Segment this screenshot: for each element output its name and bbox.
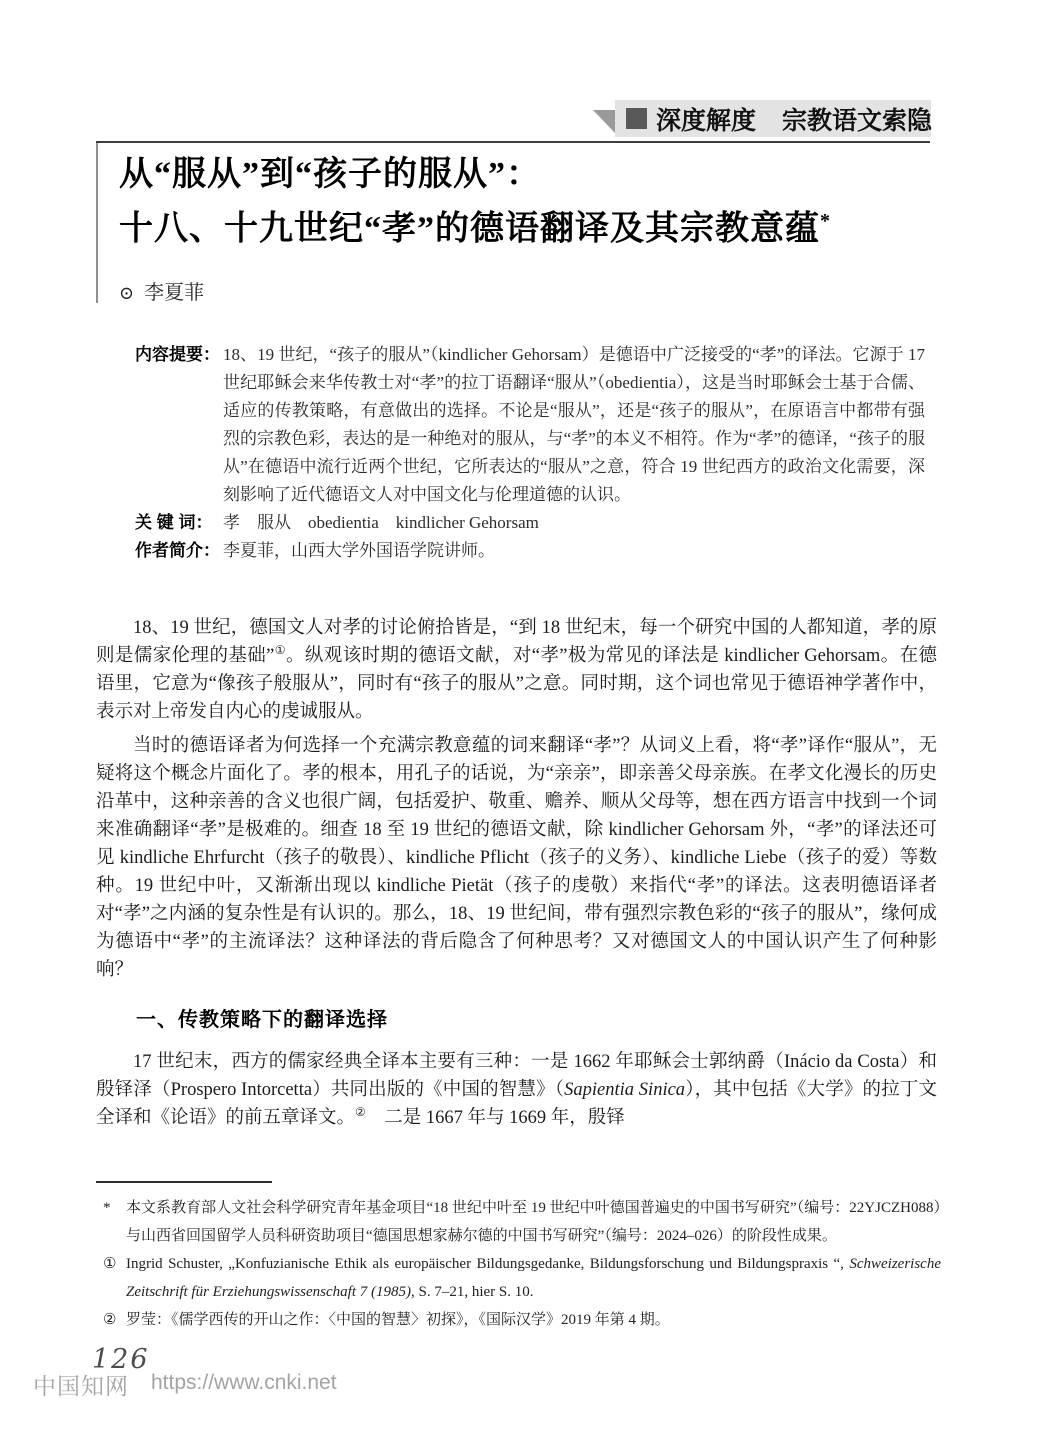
author-bio [135,537,925,565]
front-matter [135,341,925,607]
footnote-text: 本文系教育部人文社会科学研究青年基金项目“18 世纪中叶至 19 世纪中叶德国普遍史的中国书写研究”（编号：22YJCZH088）与山西省回国留学人员科研资助项目“德国思想家赫尔德的中国书写研究”（编号：2024–026）的阶段性成果。 [126,1200,941,1244]
p1-text-a: 18、19 世纪，德国文人对孝的讨论俯拾皆是，“到 18 世纪末，每一个研究中国的人都知道，孝的原则是儒家伦理的基础” [96,618,937,666]
keywords-label: 关 键 词： [135,513,213,532]
banner-column-title: 宗教语文索隐 [782,106,933,135]
article-title-line1: 从“服从”到“孩子的服从”： [119,156,541,193]
abstract [135,341,925,509]
footnote-ref-2: ② [355,1104,366,1119]
title-footnote-marker: * [820,210,831,232]
keywords [135,509,925,537]
footnote-marker: ② [103,1312,117,1328]
bio-label: 作者简介： [135,541,220,560]
paragraph-1 [96,614,937,726]
cnki-watermark-cn: 中国知网 [33,1373,129,1399]
paragraph-2: 当时的德语译者为何选择一个充满宗教意蕴的词来翻译“孝”？从词义上看，将“孝”译作“服从”，无疑将这个概念片面化了。孝的根本，用孔子的话说，为“亲亲”，即亲善父母亲族。在孝文化漫长的历史沿革中，这种亲善的含义也很广阔，包括爱护、敬重、赡养、顺从父母等，想在西方语言中找到一个词来准确翻译“孝”是极难的。细查 18 至 19 世纪的德语文献，除 kindlicher Gehorsam 外，“孝”的译法还可见 kindliche Ehrfurcht（孩子的敬畏）、kindliche Pflicht（孩子的义务）、kindliche Liebe（孩子的爱）等数种。19 世纪中叶，又渐渐出现以 kindliche Pietät（孩子的虔敬）来指代“孝”的译法。这表明德语译者对“孝”之内涵的复杂性是有认识的。那么，18、19 世纪间，带有强烈宗教色彩的“孩子的服从”，缘何成为德语中“孝”的主流译法？这种译法的背后隐含了何种思考？又对德国文人的中国认识产生了何种影响？ [96,736,937,980]
footnote-marker: ① [103,1256,117,1272]
footnote-1-journal: Schweizerische Zeitschrift für Erziehungswissenschaft 7 (1985) [126,1256,941,1300]
footnotes [96,1194,941,1341]
footnote-star [96,1194,941,1250]
banner-section-title: 深度解度 [656,106,757,135]
footnote-1 [96,1250,941,1306]
article-body [96,614,937,1180]
square-bullet-icon [626,108,647,129]
cnki-watermark-url: https://www.cnki.net [151,1371,337,1394]
banner-fold-icon [593,110,615,133]
page-number: 126 [92,1344,150,1375]
section-banner [615,100,931,137]
author-line [119,276,204,305]
bio-value: 李夏菲，山西大学外国语学院讲师。 [223,541,495,560]
p1-text-b: 。纵观该时期的德语文献，对“孝”极为常见的译法是 kindlicher Gehorsam。在德语里，它意为“像孩子般服从”，同时有“孩子的服从”之意。同时期，这个词也常见于德语神学著作中，表示对上帝发自内心的虔诚服从。 [96,646,937,722]
keywords-value: 孝 服从 obedientia kindlicher Gehorsam [223,513,539,532]
paragraph-3 [96,1048,937,1132]
article-title [119,151,831,252]
author-name: 李夏菲 [144,282,205,304]
footnote-text: 罗莹：《儒学西传的开山之作：〈中国的智慧〉初探》，《国际汉学》2019 年第 4 期。 [126,1312,670,1328]
footnote-1-post: , S. 7–21, hier S. 10. [411,1284,534,1300]
author-bullet-icon: ⊙ [119,283,135,303]
abstract-text: 18、19 世纪，“孩子的服从”（kindlicher Gehorsam）是德语中广泛接受的“孝”的译法。它源于 17 世纪耶稣会来华传教士对“孝”的拉丁语翻译“服从”（obedientia），这是当时耶稣会士基于合儒、适应的传教策略，有意做出的选择。不论是“服从”，还是“孩子的服从”，在原语言中都带有强烈的宗教色彩，表达的是一种绝对的服从，与“孝”的本义不相符。作为“孝”的德译，“孩子的服从”在德语中流行近两个世纪，它所表达的“服从”之意，符合 19 世纪西方的政治文化需要，深刻影响了近代德语文人对中国文化与伦理道德的认识。 [223,345,925,504]
p3-text-c: 二是 1667 年与 1669 年，殷铎 [365,1108,625,1128]
footnote-text [126,1250,941,1306]
p3-text-b: ），其中包括《大学》的拉丁文全译和《论语》的前五章译文。 [96,1080,937,1128]
header-rule [96,141,930,143]
p3-text-a: 17 世纪末，西方的儒家经典全译本主要有三种：一是 1662 年耶稣会士郭纳爵（Inácio da Costa）和殷铎泽（Prospero Intorcetta）共同出版的《中国的智慧》（ [96,1052,937,1100]
section-heading: 一、传教策略下的翻译选择 [136,1009,388,1031]
article-title-line2: 十八、十九世纪“孝”的德语翻译及其宗教意蕴 [119,210,820,248]
p3-latin-title: Sapientia Sinica [564,1080,686,1100]
abstract-label: 内容提要： [135,345,220,364]
footnote-separator [96,1181,272,1183]
footnote-1-pre: Ingrid Schuster, „Konfuzianische Ethik als europäischer Bildungsgedanke, Bildungsforschung und Bildungspraxis “, [126,1256,850,1272]
footnote-2 [96,1306,941,1334]
footnote-ref-1: ① [274,642,286,657]
footnote-marker: * [103,1200,111,1216]
title-left-rule [96,143,98,303]
